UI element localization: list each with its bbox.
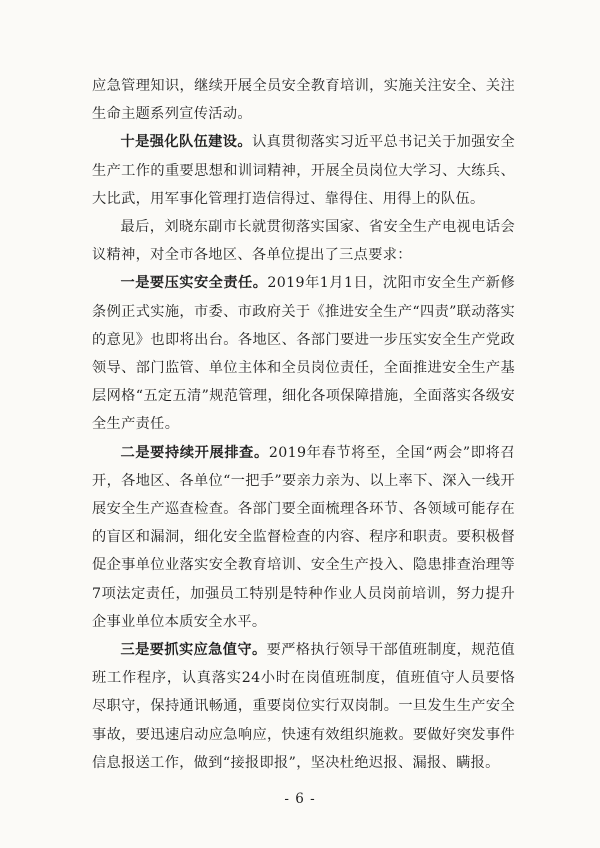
document-body bbox=[92, 72, 515, 777]
paragraph-2 bbox=[92, 128, 515, 213]
paragraph-3 bbox=[92, 213, 515, 269]
paragraph-lead: 三是要抓实应急值守。 bbox=[120, 642, 267, 659]
paragraph-5 bbox=[92, 439, 515, 636]
page-number: - 6 - bbox=[284, 791, 316, 807]
paragraph-4 bbox=[92, 269, 515, 438]
paragraph-lead: 二是要持续开展排查。 bbox=[120, 444, 269, 461]
paragraph-text: 最后，刘晓东副市长就贯彻落实国家、省安全生产电视电话会议精神，对全市各地区、各单位提出了三点要求： bbox=[92, 219, 515, 264]
paragraph-lead: 十是强化队伍建设。 bbox=[120, 134, 253, 151]
paragraph-text: 要严格执行领导干部值班制度，规范值班工作程序，认真落实24小时在岗值班制度，值班值守人员要恪尽职守，保持通讯畅通，重要岗位实行双岗制。一旦发生生产安全事故，要迅速启动应急响应，快速有效组织施救。要做好突发事件信息报送工作，做到“接报即报”，坚决杜绝迟报、漏报、瞒报。 bbox=[92, 642, 515, 771]
paragraph-6 bbox=[92, 636, 515, 777]
paragraph-text: 2019年春节将至，全国“两会”即将召开，各地区、各单位“一把手”要亲力亲为、以上率下、深入一线开展安全生产巡查检查。各部门要全面梳理各环节、各领域可能存在的盲区和漏洞，细化安全监督检查的内容、程序和职责。要积极督促企事单位业落实安全教育培训、安全生产投入、隐患排查治理等7项法定责任，加强员工特别是特种作业人员岗前培训，努力提升企事业单位本质安全水平。 bbox=[92, 444, 515, 630]
paragraph-text: 认真贯彻落实习近平总书记关于加强安全生产工作的重要思想和训词精神，开展全员岗位大学习、大练兵、大比武，用军事化管理打造信得过、靠得住、用得上的队伍。 bbox=[92, 134, 515, 207]
paragraph-text: 应急管理知识，继续开展全员安全教育培训，实施关注安全、关注生命主题系列宣传活动。 bbox=[92, 78, 515, 123]
paragraph-text: 2019年1月1日，沈阳市安全生产新修条例正式实施，市委、市政府关于《推进安全生产“四责”联动落实的意见》也即将出台。各地区、各部门要进一步压实安全生产党政领导、部门监管、单位主体和全员岗位责任，全面推进安全生产基层网格“五定五清”规范管理，细化各项保障措施，全面落实各级安全生产责任。 bbox=[92, 275, 515, 433]
paragraph-1 bbox=[92, 72, 515, 128]
paragraph-lead: 一是要压实安全责任。 bbox=[120, 275, 268, 292]
